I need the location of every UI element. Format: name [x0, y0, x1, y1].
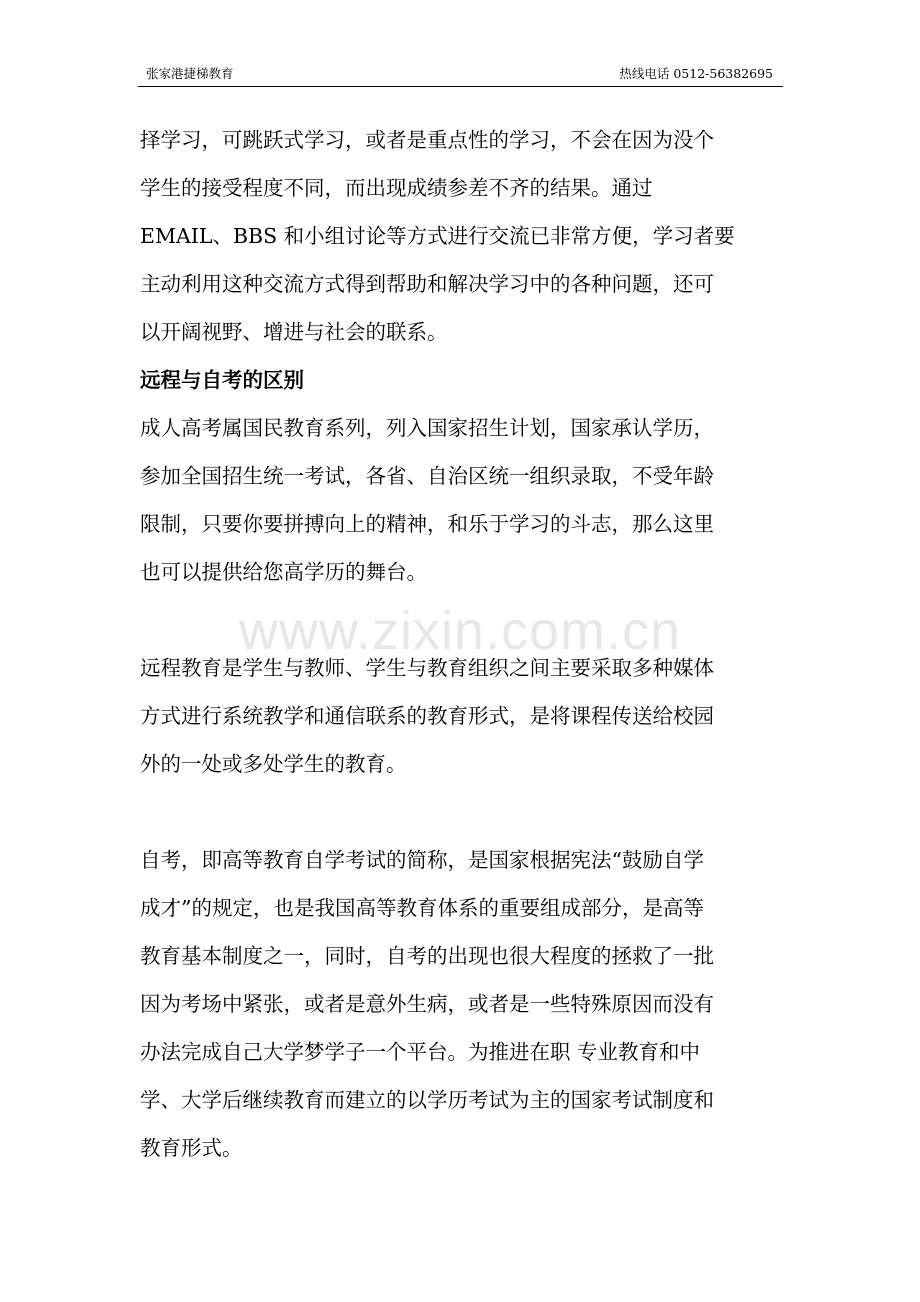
header-org-name: 张家港捷梯教育 — [146, 66, 234, 81]
watermark: www.zixin.com.cn — [238, 601, 682, 661]
body-line: 主动利用这种交流方式得到帮助和解决学习中的各种问题，还可 — [140, 272, 714, 296]
body-line: 择学习，可跳跃式学习，或者是重点性的学习，不会在因为没个 — [140, 128, 714, 152]
body-line: 远程教育是学生与教师、学生与教育组织之间主要采取多种媒体 — [140, 656, 714, 680]
body-line: 学、大学后继续教育而建立的以学历考试为主的国家考试制度和 — [140, 1088, 714, 1112]
body-line: 方式进行系统教学和通信联系的教育形式，是将课程传送给校园 — [140, 704, 714, 728]
body-line: 成才”的规定，也是我国高等教育体系的重要组成部分，是高等 — [140, 896, 704, 920]
body-line: 教育基本制度之一，同时，自考的出现也很大程度的拯救了一批 — [140, 944, 714, 968]
body-line: EMAIL、BBS 和小组讨论等方式进行交流已非常方便，学习者要 — [140, 224, 735, 248]
page-header — [138, 64, 783, 87]
body-line: 教育形式。 — [140, 1136, 243, 1160]
header-hotline: 热线电话 0512-56382695 — [619, 66, 773, 81]
body-line: 外的一处或多处学生的教育。 — [140, 752, 407, 776]
body-line: 限制，只要你要拼搏向上的精神，和乐于学习的斗志，那么这里 — [140, 512, 714, 536]
body-line: 以开阔视野、增进与社会的联系。 — [140, 320, 448, 344]
body-line: 自考，即高等教育自学考试的简称，是国家根据宪法“鼓励自学 — [140, 848, 704, 872]
section-heading: 远程与自考的区别 — [140, 368, 304, 392]
body-line: 也可以提供给您高学历的舞台。 — [140, 560, 427, 584]
body-line: 学生的接受程度不同，而出现成绩参差不齐的结果。通过 — [140, 176, 653, 200]
body-line: 因为考场中紧张，或者是意外生病，或者是一些特殊原因而没有 — [140, 992, 714, 1016]
body-line: 成人高考属国民教育系列，列入国家招生计划，国家承认学历， — [140, 416, 714, 440]
body-line: 办法完成自己大学梦学子一个平台。为推进在职 专业教育和中 — [140, 1040, 701, 1064]
body-line: 参加全国招生统一考试，各省、自治区统一组织录取，不受年龄 — [140, 464, 714, 488]
